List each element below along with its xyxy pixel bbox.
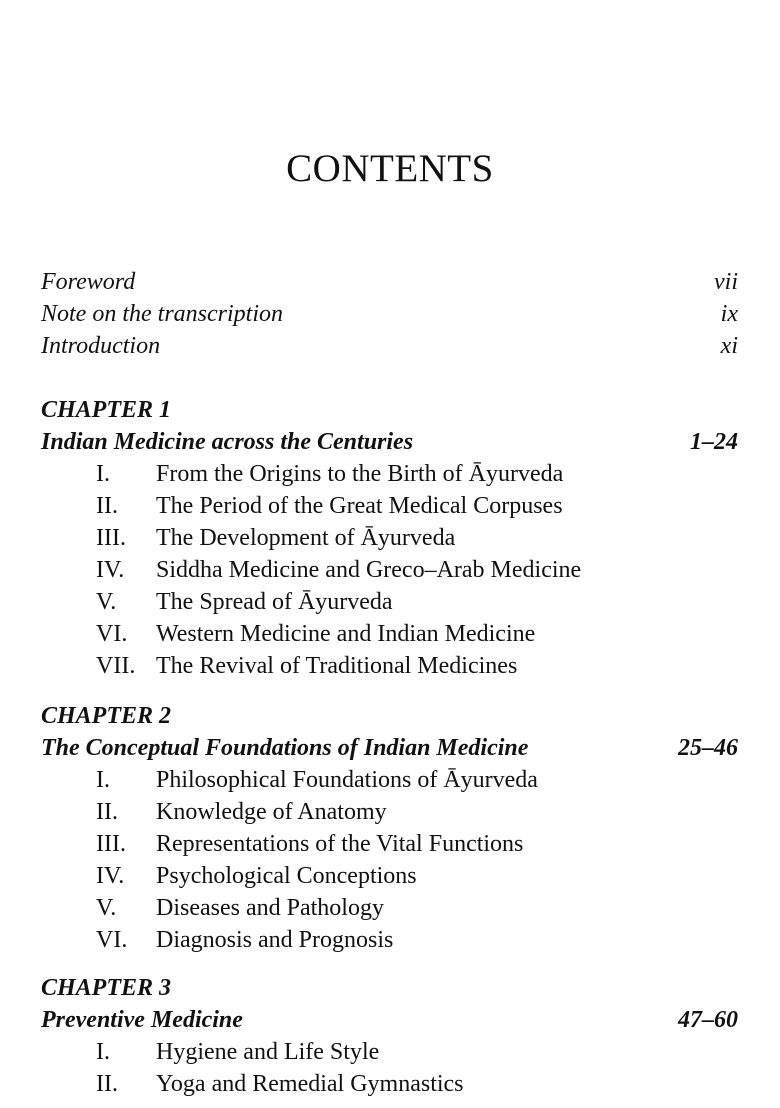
chapter-3 [41,972,738,1100]
section-item[interactable] [41,828,738,860]
section-title: Siddha Medicine and Greco–Arab Medicine [156,557,582,583]
section-title: Representations of the Vital Functions [156,831,524,857]
section-numeral: III. [96,525,126,551]
chapter-title: Indian Medicine across the Centuries [41,429,414,455]
section-numeral: II. [96,799,118,825]
section-item[interactable] [41,650,738,682]
section-numeral: IV. [96,863,125,889]
chapter-pages: 25–46 [678,735,738,761]
section-item[interactable] [41,618,738,650]
chapter-title-row[interactable] [41,426,738,458]
section-item[interactable] [41,796,738,828]
section-title: The Revival of Traditional Medicines [156,653,518,679]
section-item[interactable] [41,924,738,956]
chapter-label: CHAPTER 2 [41,703,172,729]
section-title: The Spread of Āyurveda [156,589,393,615]
section-numeral: I. [96,1039,110,1065]
section-title: Psychological Conceptions [156,863,417,889]
section-title: Diagnosis and Prognosis [156,927,394,953]
chapter-pages: 1–24 [690,429,738,455]
section-title: Hygiene and Life Style [156,1039,380,1065]
section-title: Western Medicine and Indian Medicine [156,621,536,647]
section-numeral: III. [96,831,126,857]
section-item[interactable] [41,764,738,796]
section-list [41,764,738,956]
section-item[interactable] [41,860,738,892]
section-item[interactable] [41,458,738,490]
section-item[interactable] [41,1068,738,1100]
front-matter-list [41,266,738,362]
section-item[interactable] [41,522,738,554]
section-item[interactable] [41,554,738,586]
section-numeral: I. [96,767,110,793]
section-numeral: V. [96,589,117,615]
chapter-title-row[interactable] [41,1004,738,1036]
section-item[interactable] [41,1036,738,1068]
section-numeral: II. [96,493,118,519]
section-title: From the Origins to the Birth of Āyurveda [156,461,564,487]
chapter-pages: 47–60 [678,1007,738,1033]
section-title: Knowledge of Anatomy [156,799,387,825]
section-title: Philosophical Foundations of Āyurveda [156,767,538,793]
section-numeral: II. [96,1071,118,1097]
section-numeral: I. [96,461,110,487]
section-title: The Development of Āyurveda [156,525,456,551]
front-matter-row[interactable] [41,266,738,298]
front-matter-page: xi [720,333,738,359]
section-numeral: VII. [96,653,136,679]
section-title: The Period of the Great Medical Corpuses [156,493,563,519]
front-matter-title: Note on the transcription [41,301,283,327]
section-title: Yoga and Remedial Gymnastics [156,1071,464,1097]
chapter-title: The Conceptual Foundations of Indian Medicine [41,735,529,761]
front-matter-row[interactable] [41,298,738,330]
front-matter-title: Foreword [41,269,136,295]
section-numeral: V. [96,895,117,921]
chapter-label: CHAPTER 3 [41,975,172,1001]
front-matter-title: Introduction [41,333,161,359]
front-matter-page: ix [720,301,738,327]
front-matter-page: vii [714,269,738,295]
chapter-1 [41,394,738,682]
section-item[interactable] [41,490,738,522]
section-item[interactable] [41,586,738,618]
front-matter-row[interactable] [41,330,738,362]
chapter-title-row[interactable] [41,732,738,764]
section-list [41,1036,738,1100]
chapter-label: CHAPTER 1 [41,397,172,423]
section-numeral: VI. [96,927,128,953]
page-title: CONTENTS [286,147,494,190]
chapter-2 [41,700,738,956]
section-title: Diseases and Pathology [156,895,384,921]
section-list [41,458,738,682]
section-item[interactable] [41,892,738,924]
section-numeral: VI. [96,621,128,647]
chapter-title: Preventive Medicine [41,1007,243,1033]
section-numeral: IV. [96,557,125,583]
